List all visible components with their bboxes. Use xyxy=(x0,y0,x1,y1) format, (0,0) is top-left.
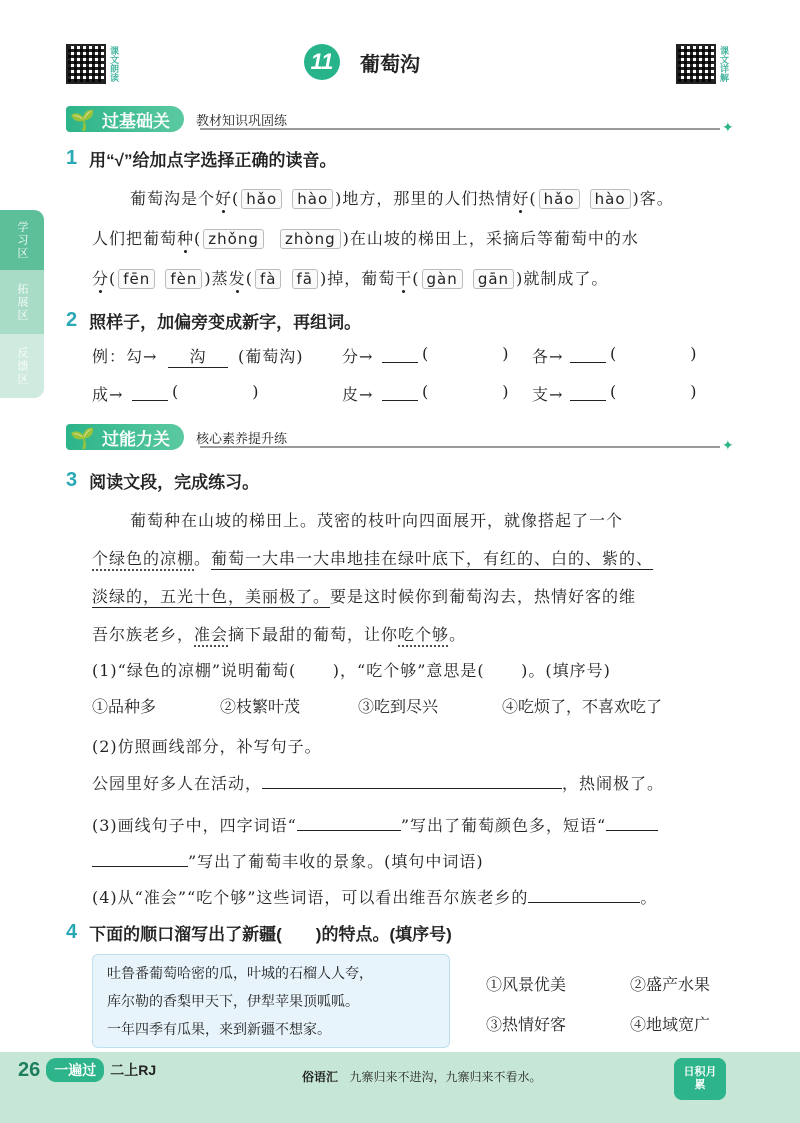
option: ④吃烦了，不喜欢吃了 xyxy=(502,697,663,716)
pinyin-option[interactable]: gān xyxy=(473,269,514,289)
lesson-number: 11 xyxy=(304,44,340,80)
q2-row-2 xyxy=(92,382,732,410)
answer-blank[interactable] xyxy=(92,848,188,867)
pinyin-option[interactable]: fā xyxy=(292,269,318,289)
sub-question-3 xyxy=(92,812,732,836)
rhyme-line: 一年四季有瓜果，来到新疆不想家。 xyxy=(107,1022,331,1038)
example-label: 例：勾→ xyxy=(92,347,158,366)
rhyme-line: 库尔勒的香梨甲天下，伊犁苹果顶呱呱。 xyxy=(107,994,359,1010)
text: 人们把葡萄 xyxy=(92,229,178,248)
saying-text: 九寨归来不进沟，九寨归来不看水。 xyxy=(349,1070,542,1084)
option: ②枝繁叶茂 xyxy=(220,697,301,716)
section-subtitle: 核心素养提升练 xyxy=(196,430,288,446)
passage-line-2 xyxy=(92,546,653,569)
paren-blank[interactable]: ( ) xyxy=(610,382,698,401)
dotted-char: 干 xyxy=(395,269,413,288)
text: 葡萄沟是个 xyxy=(130,189,216,208)
page-number: 26 xyxy=(18,1058,41,1081)
question-3 xyxy=(66,468,259,493)
option: ③热情好客 xyxy=(486,1015,567,1034)
text: 摘下最甜的葡萄，让你 xyxy=(228,625,399,644)
dotted-char: 种 xyxy=(177,229,195,248)
dotted-char: 发 xyxy=(228,269,246,288)
answer-blank[interactable] xyxy=(382,344,418,363)
text: )客。 xyxy=(632,189,674,208)
item-label: 各→ xyxy=(532,347,564,366)
option: ②盛产水果 xyxy=(630,975,711,994)
option: ①风景优美 xyxy=(486,975,567,994)
pinyin-option[interactable]: hǎo xyxy=(241,189,282,209)
dotted-char: 好 xyxy=(215,189,233,208)
dotted-phrase: 准会 xyxy=(194,625,229,644)
text: )，“吃个够”意思是( xyxy=(332,661,485,680)
sub-question-1-options xyxy=(92,694,712,718)
text: )就制成了。 xyxy=(516,269,609,288)
answer-blank[interactable] xyxy=(297,812,401,831)
passage-line-3 xyxy=(92,584,636,607)
side-tabs xyxy=(0,210,46,398)
mascot-icon: 🌱 xyxy=(70,108,95,132)
pinyin-option[interactable]: zhòng xyxy=(280,229,341,249)
section-badge: 过能力关 xyxy=(66,424,184,450)
question-4 xyxy=(66,920,452,945)
answer-blank[interactable] xyxy=(528,884,640,903)
question-number: 2 xyxy=(66,309,78,331)
question-number: 1 xyxy=(66,147,78,169)
answer-blank[interactable] xyxy=(132,382,168,401)
q1-line-3 xyxy=(92,266,608,289)
qr-explain[interactable] xyxy=(676,44,729,84)
answer-blank[interactable] xyxy=(570,344,606,363)
answer-blank[interactable] xyxy=(570,382,606,401)
text: ( xyxy=(194,229,202,248)
page-title: 葡萄沟 xyxy=(360,53,420,76)
star-icon: ✦ xyxy=(722,438,734,454)
paren-blank[interactable]: ( ) xyxy=(422,382,510,401)
text: )蒸 xyxy=(204,269,229,288)
question-title: 下面的顺口溜写出了新疆( )的特点。(填序号) xyxy=(89,925,452,944)
answer-blank[interactable] xyxy=(262,770,562,789)
text: )掉，葡萄 xyxy=(320,269,396,288)
sub-question-1 xyxy=(92,658,611,681)
pinyin-option[interactable]: gàn xyxy=(422,269,463,289)
text: ，热闹极了。 xyxy=(562,774,665,793)
pinyin-option[interactable]: fà xyxy=(255,269,281,289)
pinyin-option[interactable]: fèn xyxy=(165,269,202,289)
text: ( xyxy=(529,189,537,208)
q2-row-1 xyxy=(92,344,732,372)
passage-line-4 xyxy=(92,622,466,645)
example-word: (葡萄沟) xyxy=(238,347,304,366)
qr-reading[interactable] xyxy=(66,44,119,84)
dotted-phrase: 吃个够 xyxy=(398,625,450,644)
pinyin-option[interactable]: hǎo xyxy=(539,189,580,209)
text: 。 xyxy=(640,888,658,907)
dotted-char: 分 xyxy=(92,269,110,288)
sub-question-4 xyxy=(92,884,657,908)
tab-study[interactable]: 学习区 xyxy=(0,210,44,270)
dotted-char: 好 xyxy=(512,189,530,208)
qr-label: 课文详解 xyxy=(719,46,729,82)
text: 。 xyxy=(449,625,467,644)
pinyin-option[interactable]: zhǒng xyxy=(203,229,264,249)
lesson-header xyxy=(304,44,420,80)
section-divider xyxy=(200,128,720,130)
item-label: 成→ xyxy=(92,385,124,404)
dotted-phrase: 个绿色的凉棚 xyxy=(92,549,195,568)
tab-expand[interactable]: 拓展区 xyxy=(0,270,44,334)
text: 公园里好多人在活动， xyxy=(92,774,263,793)
option: ④地域宽广 xyxy=(630,1015,711,1034)
option: ①品种多 xyxy=(92,697,157,716)
qr-code-icon xyxy=(66,44,106,84)
saying-label: 俗语汇 xyxy=(302,1070,339,1084)
daily-badge: 日积月累 xyxy=(674,1058,726,1100)
footer-brand xyxy=(18,1058,156,1082)
tab-feedback[interactable]: 反馈区 xyxy=(0,334,44,398)
paren-blank[interactable]: ( ) xyxy=(422,344,510,363)
section-badge: 过基础关 xyxy=(66,106,184,132)
rhyme-line: 吐鲁番葡萄哈密的瓜，叶城的石榴人人夸， xyxy=(107,966,373,982)
question-1 xyxy=(66,146,336,171)
text: ”写出了葡萄颜色多，短语“ xyxy=(400,816,607,835)
text: 要是这时候你到葡萄沟去，热情好客的维 xyxy=(330,587,637,606)
question-number: 3 xyxy=(66,469,78,491)
paren-blank[interactable]: ( ) xyxy=(172,382,260,401)
saying xyxy=(302,1068,541,1085)
qr-label: 课文朗读 xyxy=(109,46,119,82)
star-icon: ✦ xyxy=(722,120,734,136)
question-title: 照样子，加偏旁变成新字，再组词。 xyxy=(89,313,362,332)
question-number: 4 xyxy=(66,921,78,943)
grade-label: 二上RJ xyxy=(110,1062,157,1078)
text: (3)画线句子中，四字词语“ xyxy=(92,816,297,835)
text: (1)“绿色的凉棚”说明葡萄( xyxy=(92,661,297,680)
item-label: 分→ xyxy=(342,347,374,366)
text: ( xyxy=(109,269,117,288)
sub-question-2-line xyxy=(92,770,732,794)
text: ( xyxy=(412,269,420,288)
answer-blank[interactable] xyxy=(382,382,418,401)
qr-code-icon xyxy=(676,44,716,84)
sub-question-3-cont xyxy=(92,848,484,872)
section-subtitle: 教材知识巩固练 xyxy=(196,112,288,128)
text: ( xyxy=(232,189,240,208)
question-title: 用“√”给加点字选择正确的读音。 xyxy=(89,151,337,170)
underlined-sentence: 葡萄一大串一大串地挂在绿叶底下，有红的、白的、紫的、 xyxy=(211,549,654,568)
sub-question-2: (2)仿照画线部分，补写句子。 xyxy=(92,737,322,756)
text: 吾尔族老乡， xyxy=(92,625,195,644)
pinyin-option[interactable]: fēn xyxy=(118,269,155,289)
underlined-sentence: 淡绿的，五光十色，美丽极了。 xyxy=(92,587,331,606)
mascot-icon: 🌱 xyxy=(70,426,95,450)
item-label: 皮→ xyxy=(342,385,374,404)
pinyin-option[interactable]: hào xyxy=(292,189,333,209)
q1-line-2 xyxy=(92,226,639,249)
text: ”写出了葡萄丰收的景象。(填句中词语) xyxy=(188,852,484,871)
question-2 xyxy=(66,308,361,333)
q1-line-1 xyxy=(130,186,674,209)
pinyin-option[interactable]: hào xyxy=(590,189,631,209)
example-answer: 沟 xyxy=(168,344,228,368)
text: )地方，那里的人们热情 xyxy=(335,189,513,208)
text: 。 xyxy=(194,549,212,568)
rhyme-box xyxy=(92,954,450,1048)
section-divider xyxy=(200,446,720,448)
answer-blank[interactable] xyxy=(606,812,658,831)
text: )。(填序号) xyxy=(521,661,611,680)
brand-label: 一遍过 xyxy=(46,1058,104,1082)
question-title: 阅读文段，完成练习。 xyxy=(89,473,260,492)
text: )在山坡的梯田上，采摘后等葡萄中的水 xyxy=(342,229,639,248)
passage-line-1: 葡萄种在山坡的梯田上。茂密的枝叶向四面展开，就像搭起了一个 xyxy=(130,511,624,530)
option: ③吃到尽兴 xyxy=(358,697,439,716)
text: (4)从“准会”“吃个够”这些词语，可以看出维吾尔族老乡的 xyxy=(92,888,529,907)
item-label: 支→ xyxy=(532,385,564,404)
text: ( xyxy=(245,269,253,288)
paren-blank[interactable]: ( ) xyxy=(610,344,698,363)
